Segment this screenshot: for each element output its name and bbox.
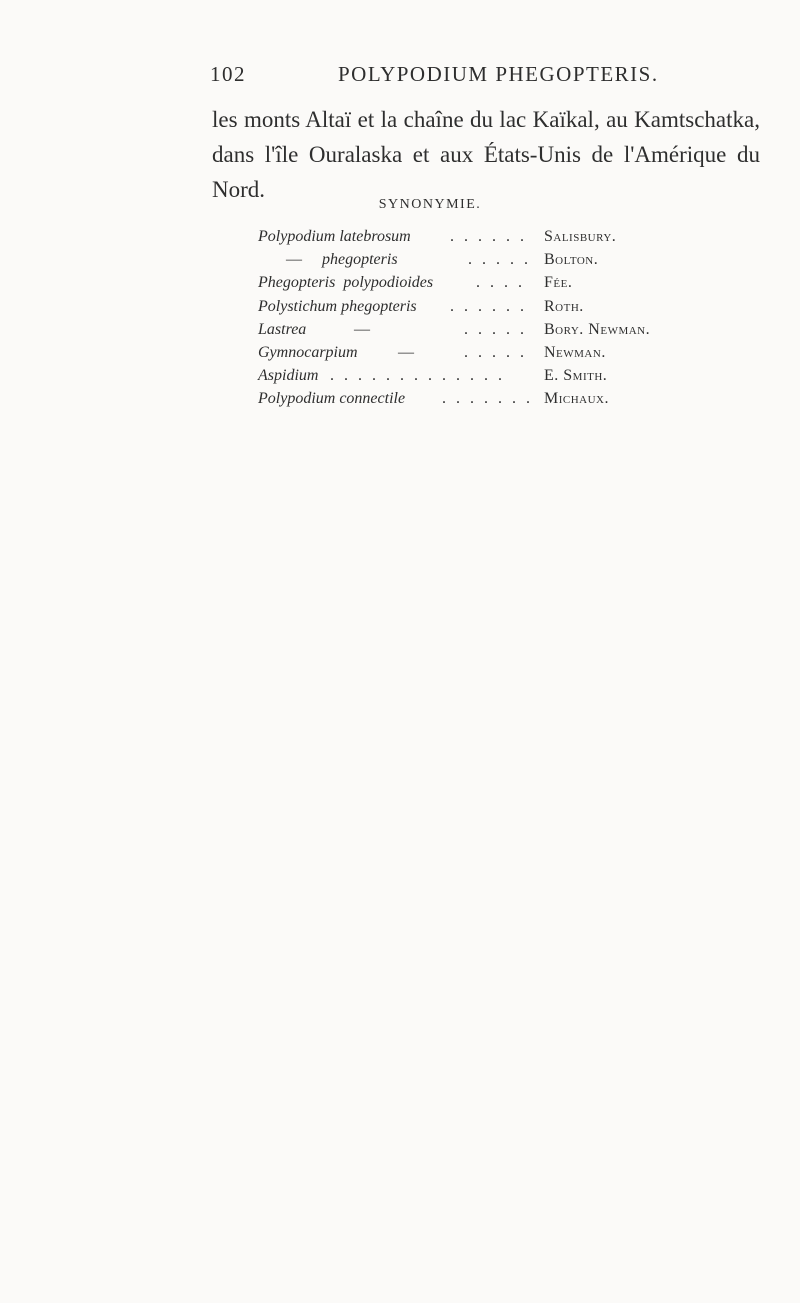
synonymy-entry — [258, 387, 758, 410]
section-title: SYNONYMIE. — [378, 197, 482, 212]
synonymy-entry — [258, 364, 758, 387]
leader-dots: . . . . . . — [450, 228, 527, 245]
synonym-name — [258, 387, 405, 410]
synonym-author: Newman. — [544, 343, 606, 361]
synonym-name — [258, 318, 306, 341]
leader-dots: . . . . . . . . . . . . . — [330, 367, 505, 385]
ditto-dash: — — [398, 343, 414, 361]
synonymy-list — [258, 225, 758, 411]
synonym-name — [258, 225, 411, 248]
synonym-genus: Phegopteris — [258, 274, 336, 292]
synonym-epithet: phegopteris — [341, 297, 417, 315]
synonym-author: Michaux. — [544, 390, 610, 408]
synonym-epithet: latebrosum — [339, 228, 411, 245]
synonym-author: Roth. — [544, 297, 584, 315]
synonym-epithet: phegopteris — [322, 251, 398, 269]
body-paragraph — [212, 102, 760, 207]
synonym-genus: Polypodium — [258, 390, 336, 408]
paragraph-line: les monts Altaï et la chaîne du lac Kaïkal, au Kamtschatka, — [212, 107, 760, 132]
page-header — [210, 62, 770, 92]
ditto-dash: — — [354, 320, 370, 338]
synonym-name — [286, 248, 398, 271]
synonym-genus: Gymnocarpium — [258, 343, 358, 361]
synonym-name — [258, 364, 318, 387]
leader-dots: . . . . . . — [450, 297, 527, 315]
synonym-name — [258, 295, 417, 318]
synonymy-entry — [258, 341, 758, 364]
synonym-genus: Polystichum — [258, 297, 338, 315]
synonym-author: Bolton. — [544, 251, 599, 269]
synonymy-entry — [258, 318, 758, 341]
paragraph-line: dans l'île Ouralaska et aux États-Unis de l'Amérique du — [212, 142, 760, 167]
synonymy-entry — [258, 271, 758, 294]
synonym-name — [258, 271, 433, 294]
synonym-genus: Polypodium — [258, 228, 336, 245]
running-title: POLYPODIUM PHEGOPTERIS. — [338, 62, 659, 86]
paragraph-line: Nord. — [212, 177, 266, 202]
synonym-author: Bory. Newman. — [544, 320, 651, 338]
page-number: 102 — [210, 62, 246, 86]
synonymy-entry — [258, 225, 758, 248]
leader-dots: . . . . . — [468, 251, 531, 269]
leader-dots: . . . . . — [464, 343, 527, 361]
synonym-genus: Aspidium — [258, 367, 319, 385]
leader-dots: . . . . . . . — [442, 390, 533, 408]
synonym-epithet: connectile — [339, 390, 406, 408]
synonym-name — [258, 341, 358, 364]
synonym-genus: Lastrea — [258, 320, 307, 338]
leader-dots: . . . . — [476, 274, 525, 292]
synonym-author: E. Smith. — [544, 367, 608, 385]
synonym-author: Salisbury. — [544, 228, 617, 245]
synonym-author: Fée. — [544, 274, 573, 292]
leader-dots: . . . . . — [464, 320, 527, 338]
synonym-epithet: polypodioides — [343, 274, 434, 292]
ditto-dash: — — [286, 251, 302, 269]
synonymy-entry — [258, 248, 758, 271]
synonymy-entry — [258, 295, 758, 318]
